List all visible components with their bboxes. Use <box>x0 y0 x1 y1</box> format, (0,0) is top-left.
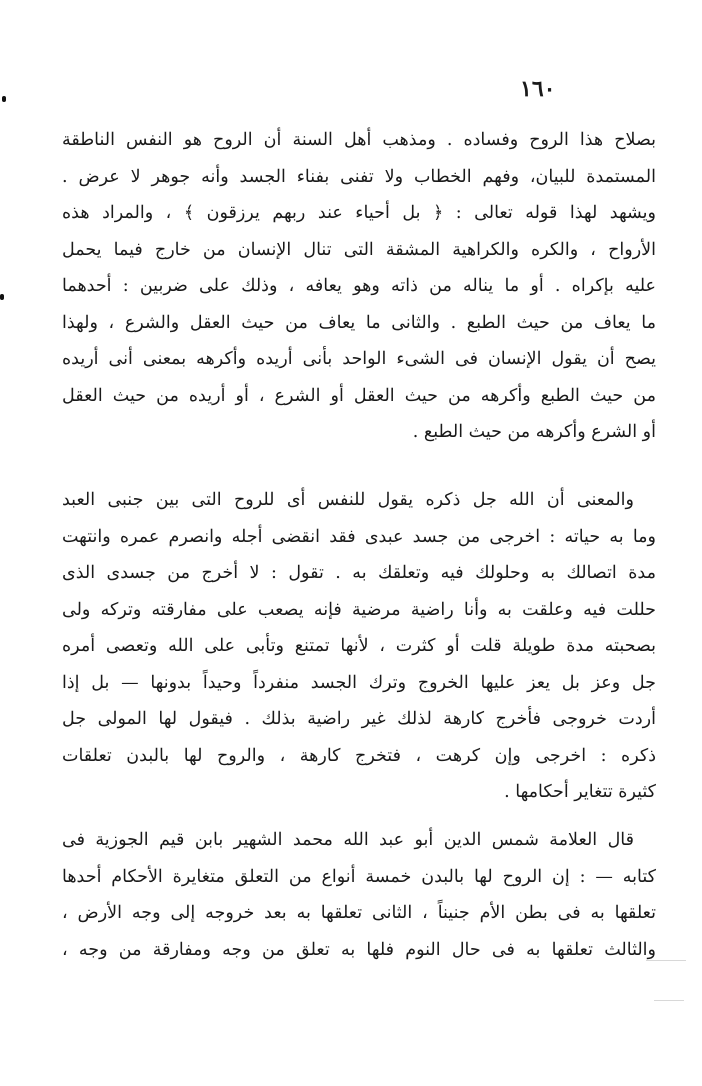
text-line: ويشهد لهذا قوله تعالى : ﴿ بل أحياء عند ربهم يرزقون ﴾ ، والمراد هذه <box>62 203 656 223</box>
margin-ink-mark <box>2 96 6 102</box>
text-line: ذكره : اخرجى وإن كرهت ، فتخرج كارهة ، والروح لها بالبدن تعلقات <box>62 745 656 766</box>
paragraph-1 <box>62 122 656 451</box>
text-line: تعلقها به فى بطن الأم جنيناً ، الثانى تعلقها به بعد خروجه إلى وجه الأرض ، <box>62 903 656 923</box>
page-number: ١٦٠ <box>520 76 556 102</box>
margin-ink-mark <box>0 294 4 300</box>
text-line: كثيرة تتغاير أحكامها . <box>504 782 656 802</box>
text-line: جل وعز بل يعز عليها الخروج وترك الجسد منفرداً وحيداً بدونها — بل إذا <box>62 672 656 693</box>
paragraph-3 <box>62 822 656 968</box>
text-line: كتابه — : إن الروح لها بالبدن خمسة أنواع من التعلق متغايرة الأحكام أحدها <box>62 866 656 887</box>
text-line: والمعنى أن الله جل ذكره يقول للنفس أى للروح التى بين جنبى العبد <box>62 490 634 510</box>
text-line: قال العلامة شمس الدين أبو عبد الله محمد الشهير بابن قيم الجوزية فى <box>62 830 634 850</box>
text-line: أو الشرع وأكرهه من حيث الطبع . <box>412 422 656 442</box>
text-line: يصح أن يقول الإنسان فى الشىء الواحد بأنى أريده وأكرهه بمعنى أنى أريده <box>62 349 656 369</box>
text-line: من حيث الطبع وأكرهه من حيث العقل أو الشرع ، أو أريده من حيث العقل <box>62 385 656 406</box>
text-line: عليه بإكراه . أو ما يناله من ذاته وهو يعافه ، وذلك على ضربين : أحدهما <box>62 276 656 296</box>
text-line: الأرواح ، والكره والكراهية المشقة التى تنال الإنسان من خارج فيما يحمل <box>62 239 656 260</box>
text-line: وما به حياته : اخرجى من جسد عبدى فقد انقضى أجله وانصرم عمره وانتهت <box>62 526 656 547</box>
paper-speck <box>654 1000 684 1001</box>
text-line: ما يعاف من حيث الطبع . والثانى ما يعاف من حيث العقل والشرع ، ولهذا <box>62 312 656 333</box>
text-line: المستمدة للبيان، وفهم الخطاب ولا تفنى بفناء الجسد وأنه جوهر لا عرض . <box>62 166 656 187</box>
text-line: أردت خروجى فأخرج كارهة لذلك غير راضية بذلك . فيقول لها المولى جل <box>62 709 656 729</box>
paragraph-2 <box>62 482 656 811</box>
text-line: حللت فيه وعلقت به وأنا راضية مرضية فإنه يصعب على مفارقته وتركه ولى <box>62 599 656 620</box>
text-line: بصلاح هذا الروح وفساده . ومذهب أهل السنة أن الروح هو النفس الناطقة <box>62 130 656 150</box>
text-line: والثالث تعلقها به فى حال النوم فلها به تعلق من وجه ومفارقة من وجه ، <box>62 939 656 960</box>
text-line: بصحبته مدة طويلة قلت أو كثرت ، لأنها تمتنع وتأبى على الله وتعصى أمره <box>62 636 656 656</box>
text-line: مدة اتصالك به وحلولك فيه وتعلقك به . تقول : لا أخرج من جسدى الذى <box>62 563 656 583</box>
